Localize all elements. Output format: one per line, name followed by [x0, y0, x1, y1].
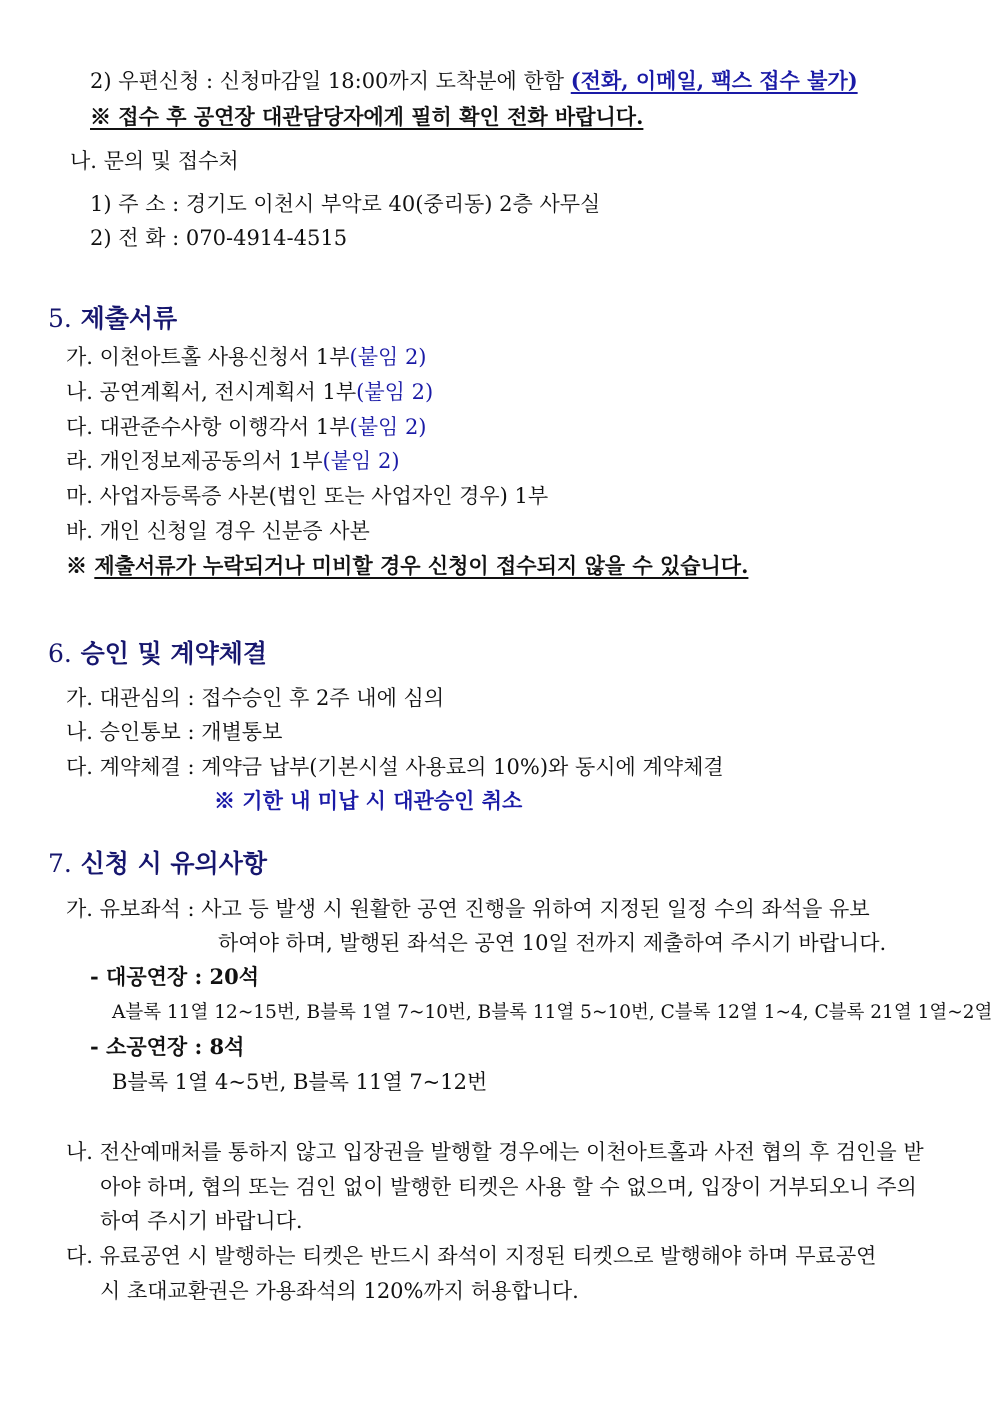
document-item-text: 다. 대관준수사항 이행각서 1부 [66, 415, 350, 439]
reserved-seats-line2: 하여야 하며, 발행된 좌석은 공연 10일 전까지 제출하여 주시기 바랍니다. [218, 931, 887, 955]
contact-phone: 2) 전 화 : 070-4914-4515 [90, 226, 348, 250]
mail-not-accepted-note: (전화, 이메일, 팩스 접수 불가) [570, 68, 858, 93]
small-hall-title: - 소공연장 : 8석 [90, 1034, 245, 1059]
document-item [66, 342, 427, 372]
ticket-inspection-line3: 하여 주시기 바랍니다. [100, 1209, 303, 1233]
contact-address: 1) 주 소 : 경기도 이천시 부악로 40(중리동) 2층 사무실 [90, 192, 601, 216]
document-item [66, 377, 433, 407]
section-7-heading [48, 849, 267, 879]
document-item-text: 바. 개인 신청일 경우 신분증 사본 [66, 519, 370, 543]
section-5-heading [48, 304, 177, 334]
section-number: 5. [48, 304, 72, 333]
document-item-text: 라. 개인정보제공동의서 1부 [66, 449, 323, 473]
section-title: 제출서류 [80, 304, 178, 333]
document-item [66, 481, 548, 511]
approval-item: 다. 계약체결 : 계약금 납부(기본시설 사용료의 10%)와 동시에 계약체결 [66, 755, 724, 779]
ticket-inspection-line1: 나. 전산예매처를 통하지 않고 입장권을 발행할 경우에는 이천아트홀과 사전 협의 후 검인을 받 [66, 1140, 924, 1164]
section-number: 6. [48, 639, 72, 668]
attachment-ref: (붙임 2) [356, 380, 434, 404]
confirm-call-note: ※ 접수 후 공연장 대관담당자에게 필히 확인 전화 바랍니다. [90, 104, 644, 129]
note-text: 제출서류가 누락되거나 미비할 경우 신청이 접수되지 않을 수 있습니다. [94, 553, 749, 578]
mail-application-text: 2) 우편신청 : 신청마감일 18:00까지 도착분에 한함 [90, 69, 571, 93]
approval-item: 가. 대관심의 : 접수승인 후 2주 내에 심의 [66, 686, 445, 710]
small-hall-seats: B블록 1열 4~5번, B블록 11열 7~12번 [112, 1070, 488, 1094]
document-item-text: 나. 공연계획서, 전시계획서 1부 [66, 380, 357, 404]
paid-performance-line2: 시 초대교환권은 가용좌석의 120%까지 허용합니다. [100, 1279, 579, 1303]
contact-heading: 나. 문의 및 접수처 [70, 149, 239, 173]
approval-item: 나. 승인통보 : 개별통보 [66, 720, 283, 744]
ticket-inspection-line2: 아야 하며, 협의 또는 검인 없이 발행한 티켓은 사용 할 수 없으며, 입장이 거부되오니 주의 [100, 1175, 917, 1199]
paid-performance-line1: 다. 유료공연 시 발행하는 티켓은 반드시 좌석이 지정된 티켓으로 발행해야 하며 무료공연 [66, 1244, 877, 1268]
document-item-text: 마. 사업자등록증 사본(법인 또는 사업자인 경우) 1부 [66, 484, 549, 508]
big-hall-title: - 대공연장 : 20석 [90, 964, 260, 989]
mail-application-line [90, 66, 858, 96]
attachment-ref: (붙임 2) [349, 415, 427, 439]
attachment-ref: (붙임 2) [322, 449, 400, 473]
reserved-seats-line1: 가. 유보좌석 : 사고 등 발생 시 원활한 공연 진행을 위하여 지정된 일정 수의 좌석을 유보 [66, 897, 870, 921]
section-title: 신청 시 유의사항 [80, 849, 268, 878]
missing-documents-note [66, 551, 748, 581]
document-item [66, 516, 370, 546]
cancellation-note: ※ 기한 내 미납 시 대관승인 취소 [214, 788, 523, 813]
section-title: 승인 및 계약체결 [80, 639, 268, 668]
attachment-ref: (붙임 2) [349, 345, 427, 369]
big-hall-seats: A블록 11열 12~15번, B블록 1열 7~10번, B블록 11열 5~10번, C블록 12열 1~4, C블록 21열 1열~2열 [112, 1002, 992, 1023]
document-item [66, 412, 427, 442]
section-number: 7. [48, 849, 72, 878]
note-mark: ※ [66, 553, 95, 578]
document-item [66, 446, 400, 476]
section-6-heading [48, 639, 267, 669]
document-item-text: 가. 이천아트홀 사용신청서 1부 [66, 345, 350, 369]
